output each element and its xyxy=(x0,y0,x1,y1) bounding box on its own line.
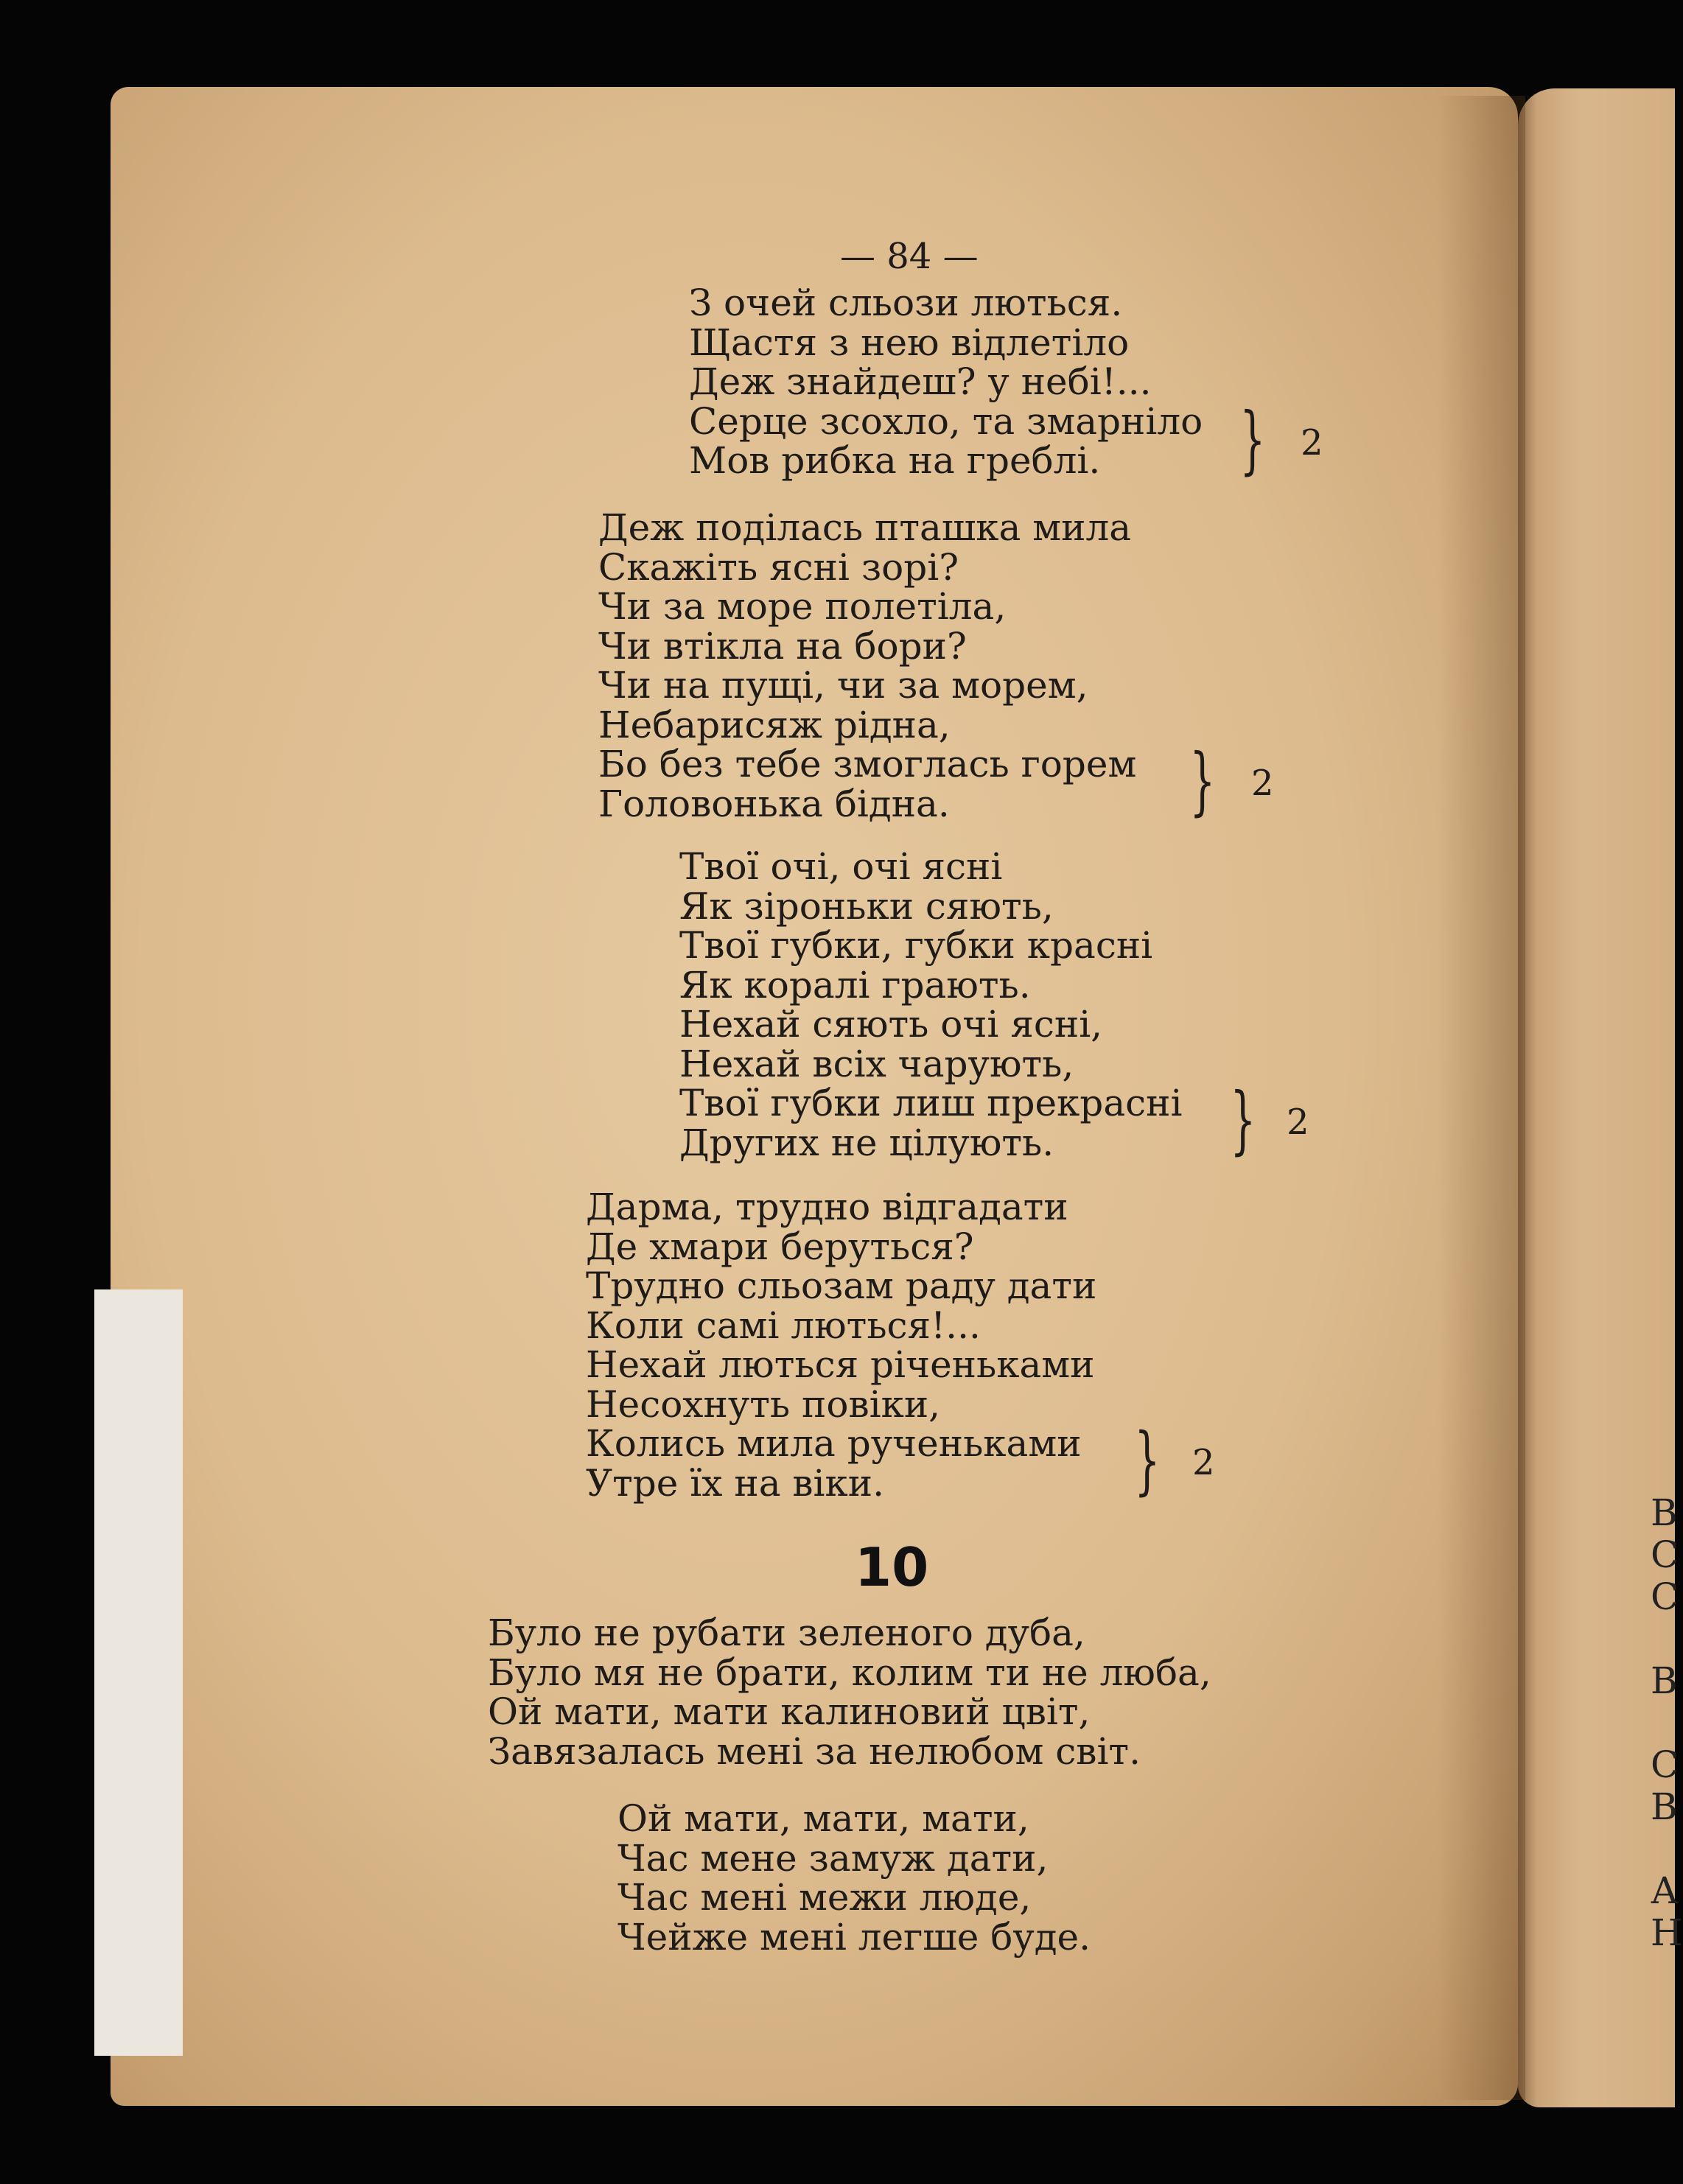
repeat-count: 2 xyxy=(1251,763,1274,804)
repeat-brace: } xyxy=(1134,1417,1161,1503)
verse-line: Утре їх на віки. xyxy=(586,1461,885,1505)
stanza-4 xyxy=(586,1188,1096,1503)
verse-line: Небарисяж рідна, xyxy=(598,703,951,746)
next-page-letter: С xyxy=(1651,1743,1679,1786)
verse-line: Чи на пущі, чи за морем, xyxy=(598,664,1088,707)
repeat-count: 2 xyxy=(1192,1442,1215,1483)
verse-line: Чи за море полетіла, xyxy=(598,585,1007,628)
verse-line: Коли самі лються!... xyxy=(586,1303,981,1347)
verse-line: Деж знайдеш? у небі!... xyxy=(689,360,1152,403)
next-page-letter: Н xyxy=(1651,1911,1683,1954)
verse-line: Скажіть ясні зорі? xyxy=(598,545,959,589)
next-page-letter: В xyxy=(1651,1785,1678,1828)
verse-line: Серце зсохло, та змарніло xyxy=(689,399,1203,443)
verse-line: Нехай сяють очі ясні, xyxy=(679,1003,1103,1046)
verse-line: Колись мила рученьками xyxy=(586,1422,1082,1465)
stanza-2 xyxy=(598,508,1136,824)
next-page-letter: С xyxy=(1651,1533,1679,1576)
verse-line: Ой мати, мати, мати, xyxy=(617,1797,1029,1840)
verse-line: Трудно сльозам раду дати xyxy=(586,1264,1097,1307)
repeat-brace: } xyxy=(1239,396,1266,483)
song-number: 10 xyxy=(855,1536,929,1598)
verse-line: Головонька бідна. xyxy=(598,782,950,825)
verse-line: Час мені межи люде, xyxy=(617,1876,1032,1919)
verse-line: Мов рибка на греблі. xyxy=(689,439,1101,482)
verse-line: Завязалась мені за нелюбом світ. xyxy=(488,1729,1141,1773)
verse-line: Чи втікла на бори? xyxy=(598,624,967,668)
next-page-text xyxy=(1651,1492,1683,1954)
verse-line: Було не рубати зеленого дуба, xyxy=(488,1611,1085,1654)
verse-line: Твої губки лиш прекрасні xyxy=(679,1082,1183,1124)
verse-line: Нехай лються річеньками xyxy=(586,1343,1095,1386)
repeat-brace: } xyxy=(1230,1077,1256,1163)
verse-line: Несохнуть повіки, xyxy=(586,1382,941,1426)
verse-line: Нехай всіх чарують, xyxy=(679,1042,1074,1085)
verse-line: Чейже мені легше буде. xyxy=(617,1915,1091,1959)
verse-line: Щастя з нею відлетіло xyxy=(689,321,1130,364)
paper-strip xyxy=(94,1289,183,2056)
verse-line: Твої очі, очі ясні xyxy=(679,845,1003,888)
verse-line: З очей сльози лються. xyxy=(689,281,1123,324)
repeat-count: 2 xyxy=(1301,422,1323,463)
next-page-letter: В xyxy=(1651,1659,1678,1702)
verse-line: Других не цілують. xyxy=(679,1121,1054,1164)
verse-line: Було мя не брати, колим ти не люба, xyxy=(488,1651,1211,1694)
verse-line: Дарма, трудно відгадати xyxy=(586,1186,1068,1228)
song-stanza-1 xyxy=(488,1611,1211,1773)
next-page-letter: В xyxy=(1651,1491,1678,1534)
next-page-letter: А xyxy=(1651,1869,1679,1912)
spine-shadow xyxy=(1437,96,1525,2100)
verse-line: Твої губки, губки красні xyxy=(679,924,1153,967)
song-stanza-2 xyxy=(617,1799,1091,1957)
stanza-3 xyxy=(679,847,1182,1163)
repeat-count: 2 xyxy=(1287,1102,1309,1143)
page-number: — 84 — xyxy=(840,236,979,277)
verse-line: Бо без тебе змоглась горем xyxy=(598,743,1137,785)
verse-line: Як коралі грають. xyxy=(679,963,1031,1007)
verse-line: Ой мати, мати калиновий цвіт, xyxy=(488,1690,1091,1733)
verse-line: Деж поділась пташка мила xyxy=(598,506,1132,549)
verse-line: Де хмари беруться? xyxy=(586,1225,974,1268)
verse-line: Час мене замуж дати, xyxy=(617,1836,1049,1880)
next-page-letter: С xyxy=(1651,1575,1679,1618)
repeat-brace: } xyxy=(1189,738,1216,824)
verse-line: Як зіроньки сяють, xyxy=(679,884,1054,928)
stanza-1 xyxy=(689,281,1203,482)
